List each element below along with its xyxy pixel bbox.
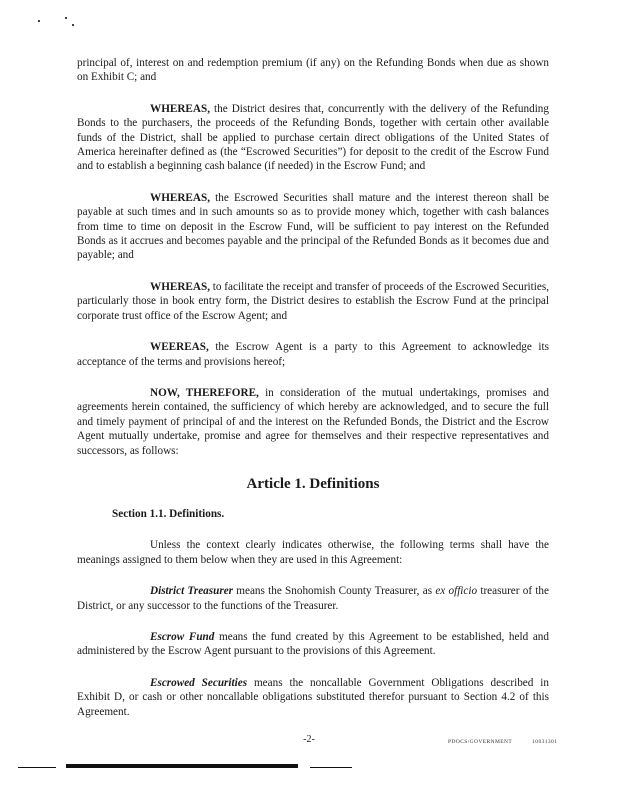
doc-code: 10031301 bbox=[532, 739, 558, 745]
whereas-paragraph-3 bbox=[77, 280, 549, 323]
whereas-lead: WEEREAS, bbox=[150, 341, 209, 354]
now-therefore-text: in consideration of the mutual undertakings, promises and agreements herein contained, the sufficiency of which hereby are acknowledged, and to secure the full and timely payment of principal of and the interest on the Refunded Bonds, the District and the Escrow Agent mutually undertake, promise and agree for themselves and their respective representatives and successors, as follows: bbox=[77, 386, 549, 457]
definition-escrowed-securities bbox=[77, 676, 549, 719]
scan-edge-bar-thick bbox=[66, 764, 298, 768]
definition-italic: ex officio bbox=[435, 585, 478, 598]
paragraph-continuation: principal of, interest on and redemption premium (if any) on the Refunding Bonds when due as shown on Exhibit C; and bbox=[77, 57, 549, 84]
document-body bbox=[77, 56, 549, 719]
definition-text: means the noncallable Government Obligations described in Exhibit D, or cash or other noncallable obligations substituted therefor pursuant to Section 4.2 of this Agreement. bbox=[77, 676, 549, 718]
whereas-text: the Escrow Agent is a party to this Agreement to acknowledge its acceptance of the terms and provisions hereof; bbox=[77, 341, 549, 368]
definitions-intro: Unless the context clearly indicates otherwise, the following terms shall have the meanings assigned to them below when they are used in this Agreement: bbox=[77, 539, 549, 566]
whereas-lead: WHEREAS, bbox=[150, 102, 210, 115]
document-identifier bbox=[448, 735, 577, 749]
whereas-paragraph-2 bbox=[77, 191, 549, 263]
whereas-lead: WHEREAS, bbox=[150, 191, 210, 204]
article-heading: Article 1. Definitions bbox=[246, 475, 380, 492]
whereas-text: the Escrowed Securities shall mature and the interest thereon shall be payable at such times and in such amounts so as to provide money which, together with cash balances from time to time on deposit in the Escrow Fund, will be sufficient to pay interest on the Refunded Bonds as it accrues and becomes payable and the principal of the Refunded Bonds as it becomes due and payable; and bbox=[77, 191, 549, 262]
doc-id: PDOCS/GOVERNMENT bbox=[448, 739, 513, 745]
defined-term: Escrowed Securities bbox=[150, 676, 248, 689]
now-therefore-lead: NOW, THEREFORE, bbox=[150, 386, 259, 399]
whereas-paragraph-1 bbox=[77, 102, 549, 174]
scan-speck bbox=[72, 24, 74, 26]
defined-term: Escrow Fund bbox=[150, 630, 215, 643]
definition-district-treasurer bbox=[77, 584, 549, 613]
page-number: -2- bbox=[303, 734, 315, 745]
definition-escrow-fund bbox=[77, 630, 549, 659]
whereas-paragraph-4 bbox=[77, 340, 549, 369]
whereas-text: the District desires that, concurrently with the delivery of the Refunding Bonds to the purchasers, the proceeds of the Refunding Bonds, together with certain other available funds of the District, shall be applied to purchase certain direct obligations of the United States of America hereinafter defined as (the “Escrowed Securities”) for deposit to the credit of the Escrow Fund and to establish a beginning cash balance (if needed) in the Escrow Fund; and bbox=[77, 102, 549, 173]
whereas-lead: WHEREAS, bbox=[150, 280, 210, 293]
section-heading: Section 1.1. Definitions. bbox=[112, 507, 225, 520]
definition-text: means the fund created by this Agreement to be established, held and administered by the Escrow Agent pursuant to the provisions of this Agreement. bbox=[77, 630, 549, 658]
defined-term: District Treasurer bbox=[150, 585, 234, 598]
scan-speck bbox=[65, 17, 67, 19]
scan-edge-bar-right bbox=[310, 767, 352, 768]
whereas-text: to facilitate the receipt and transfer of proceeds of the Escrowed Securities, particularly those in book entry form, the District desires to establish the Escrow Fund at the principal corporate trust office of the Escrow Agent; and bbox=[77, 280, 549, 322]
definition-text: treasurer of the District, or any successor to the functions of the Treasurer. bbox=[77, 585, 549, 612]
now-therefore-paragraph bbox=[77, 386, 549, 458]
definition-text: means the Snohomish County Treasurer, as bbox=[233, 585, 436, 598]
scan-speck bbox=[38, 20, 40, 22]
scan-edge-bar-left bbox=[18, 767, 56, 768]
